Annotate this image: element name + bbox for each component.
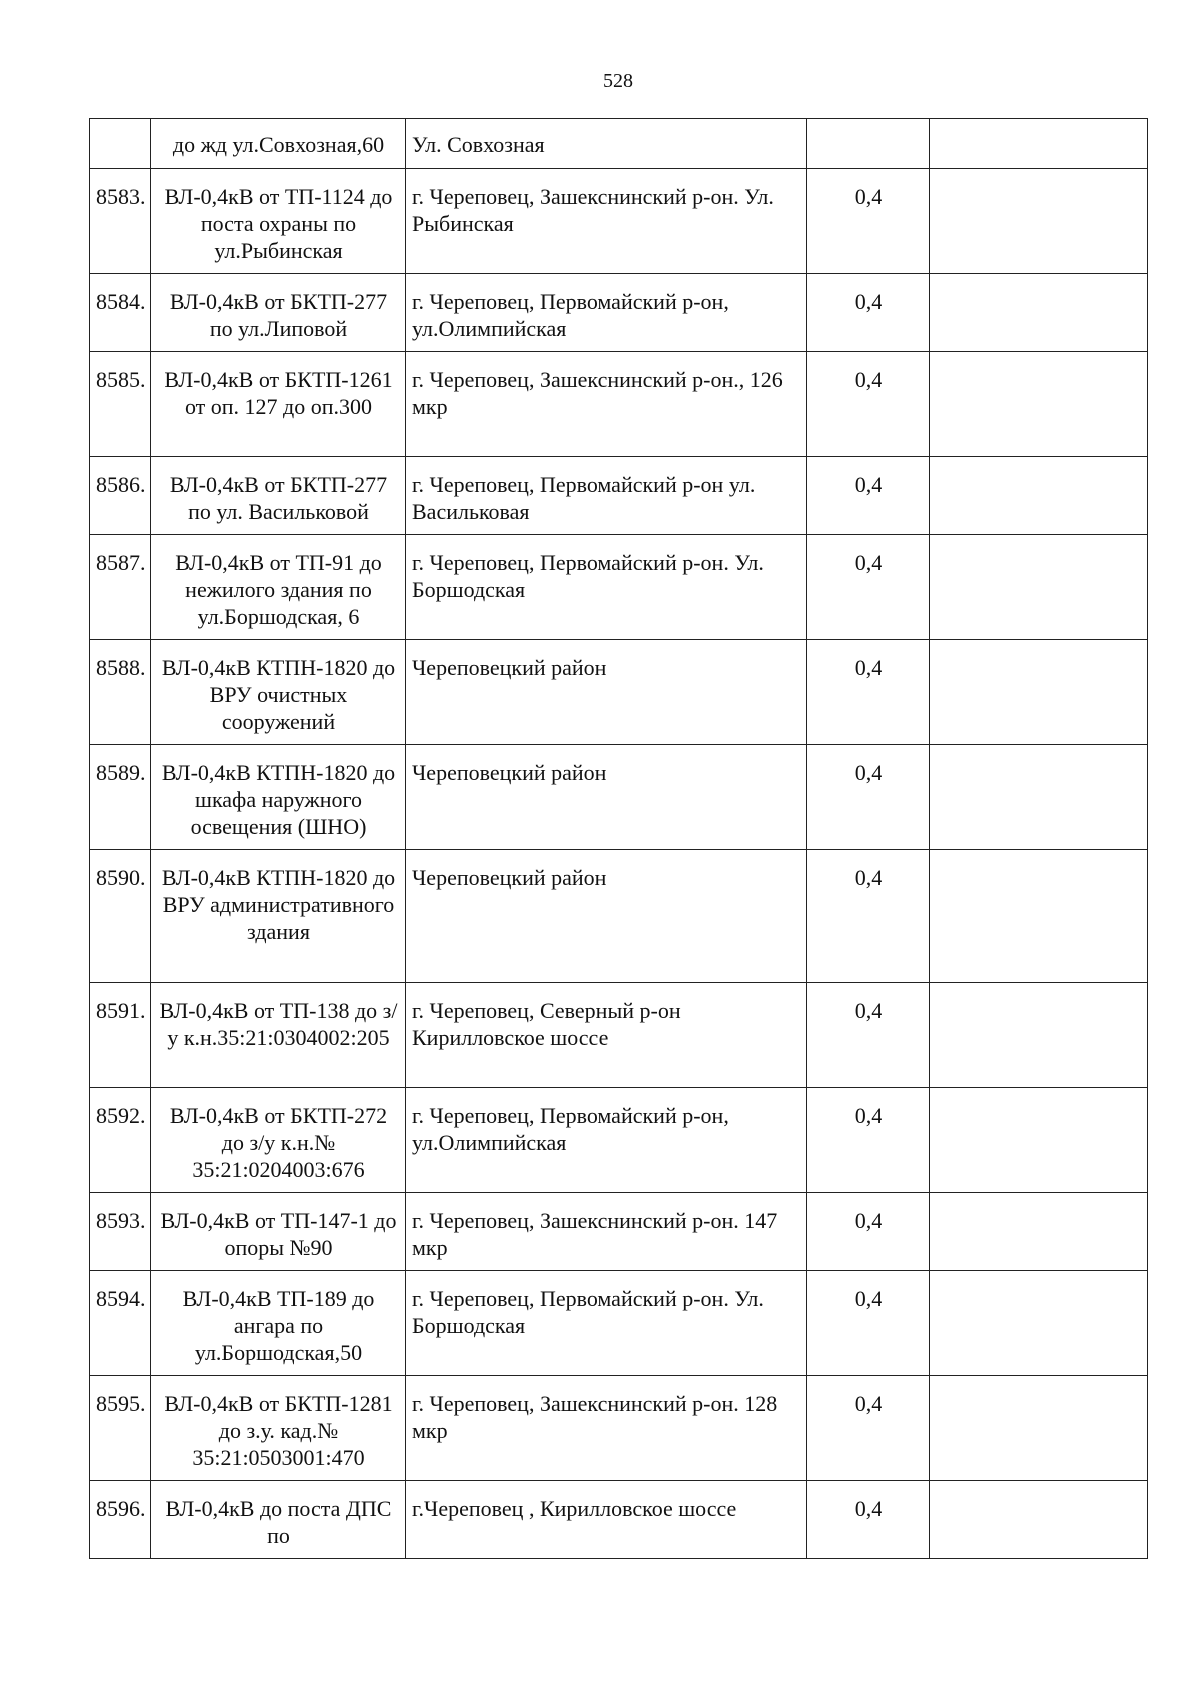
extra-cell [930,169,1148,274]
address-cell: Череповецкий район [406,640,807,745]
voltage-cell: 0,4 [807,745,930,850]
address-cell: г. Череповец, Первомайский р-он, ул.Олимпийская [406,274,807,352]
table-row [90,1088,1148,1193]
extra-cell [930,1271,1148,1376]
address-cell: г. Череповец, Зашекснинский р-он. Ул. Рыбинская [406,169,807,274]
voltage-cell: 0,4 [807,457,930,535]
extra-cell [930,1376,1148,1481]
row-number-cell: 8592. [90,1088,151,1193]
voltage-cell: 0,4 [807,1193,930,1271]
power-line-registry-table [89,118,1148,1559]
line-name-cell: ВЛ-0,4кВ от БКТП-277 по ул.Липовой [151,274,406,352]
extra-cell [930,850,1148,983]
table-row [90,1271,1148,1376]
address-cell: г. Череповец, Зашекснинский р-он., 126 мкр [406,352,807,457]
extra-cell [930,745,1148,850]
address-cell: г. Череповец, Первомайский р-он. Ул. Боршодская [406,535,807,640]
row-number-cell: 8589. [90,745,151,850]
address-cell: Череповецкий район [406,850,807,983]
address-cell: г. Череповец, Зашекснинский р-он. 147 мкр [406,1193,807,1271]
address-cell: г. Череповец, Первомайский р-он ул. Васильковая [406,457,807,535]
line-name-cell: ВЛ-0,4кВ ТП-189 до ангара по ул.Боршодская,50 [151,1271,406,1376]
address-cell: г. Череповец, Северный р-он Кирилловское шоссе [406,983,807,1088]
voltage-cell: 0,4 [807,1376,930,1481]
extra-cell [930,1193,1148,1271]
extra-cell [930,457,1148,535]
page-number: 528 [603,70,633,92]
row-number-cell: 8590. [90,850,151,983]
voltage-cell: 0,4 [807,169,930,274]
address-cell: г. Череповец, Зашекснинский р-он. 128 мкр [406,1376,807,1481]
voltage-cell: 0,4 [807,1271,930,1376]
extra-cell [930,119,1148,169]
line-name-cell: до жд ул.Совхозная,60 [151,119,406,169]
voltage-cell: 0,4 [807,850,930,983]
address-cell: г. Череповец, Первомайский р-он. Ул. Боршодская [406,1271,807,1376]
voltage-cell: 0,4 [807,1088,930,1193]
address-cell: Ул. Совхозная [406,119,807,169]
address-cell: Череповецкий район [406,745,807,850]
line-name-cell: ВЛ-0,4кВ от ТП-1124 до поста охраны по ул.Рыбинская [151,169,406,274]
extra-cell [930,1481,1148,1559]
extra-cell [930,535,1148,640]
row-number-cell: 8593. [90,1193,151,1271]
voltage-cell: 0,4 [807,352,930,457]
table-row [90,745,1148,850]
table-row [90,535,1148,640]
table-row [90,1376,1148,1481]
row-number-cell: 8585. [90,352,151,457]
line-name-cell: ВЛ-0,4кВ КТПН-1820 до шкафа наружного освещения (ШНО) [151,745,406,850]
row-number-cell: 8596. [90,1481,151,1559]
table-row [90,274,1148,352]
table-row [90,352,1148,457]
row-number-cell: 8584. [90,274,151,352]
extra-cell [930,274,1148,352]
extra-cell [930,640,1148,745]
row-number-cell: 8591. [90,983,151,1088]
table-row [90,983,1148,1088]
line-name-cell: ВЛ-0,4кВ КТПН-1820 до ВРУ административного здания [151,850,406,983]
extra-cell [930,983,1148,1088]
voltage-cell: 0,4 [807,1481,930,1559]
table-row [90,169,1148,274]
row-number-cell: 8586. [90,457,151,535]
address-cell: г. Череповец, Первомайский р-он, ул.Олимпийская [406,1088,807,1193]
table-row [90,119,1148,169]
line-name-cell: ВЛ-0,4кВ от БКТП-1281 до з.у. кад.№ 35:21:0503001:470 [151,1376,406,1481]
row-number-cell: 8583. [90,169,151,274]
line-name-cell: ВЛ-0,4кВ от ТП-91 до нежилого здания по ул.Боршодская, 6 [151,535,406,640]
voltage-cell: 0,4 [807,983,930,1088]
row-number-cell: 8588. [90,640,151,745]
line-name-cell: ВЛ-0,4кВ от БКТП-277 по ул. Васильковой [151,457,406,535]
line-name-cell: ВЛ-0,4кВ от ТП-147-1 до опоры №90 [151,1193,406,1271]
table-row [90,1481,1148,1559]
line-name-cell: ВЛ-0,4кВ КТПН-1820 до ВРУ очистных сооружений [151,640,406,745]
table-row [90,1193,1148,1271]
registry-table-body [90,119,1148,1559]
voltage-cell: 0,4 [807,640,930,745]
row-number-cell: 8594. [90,1271,151,1376]
line-name-cell: ВЛ-0,4кВ от БКТП-1261 от оп. 127 до оп.300 [151,352,406,457]
line-name-cell: ВЛ-0,4кВ от БКТП-272 до з/у к.н.№ 35:21:0204003:676 [151,1088,406,1193]
row-number-cell [90,119,151,169]
extra-cell [930,352,1148,457]
table-row [90,850,1148,983]
address-cell: г.Череповец , Кирилловское шоссе [406,1481,807,1559]
line-name-cell: ВЛ-0,4кВ от ТП-138 до з/у к.н.35:21:0304002:205 [151,983,406,1088]
table-row [90,640,1148,745]
row-number-cell: 8587. [90,535,151,640]
line-name-cell: ВЛ-0,4кВ до поста ДПС по [151,1481,406,1559]
table-row [90,457,1148,535]
voltage-cell: 0,4 [807,535,930,640]
voltage-cell: 0,4 [807,274,930,352]
voltage-cell [807,119,930,169]
extra-cell [930,1088,1148,1193]
row-number-cell: 8595. [90,1376,151,1481]
